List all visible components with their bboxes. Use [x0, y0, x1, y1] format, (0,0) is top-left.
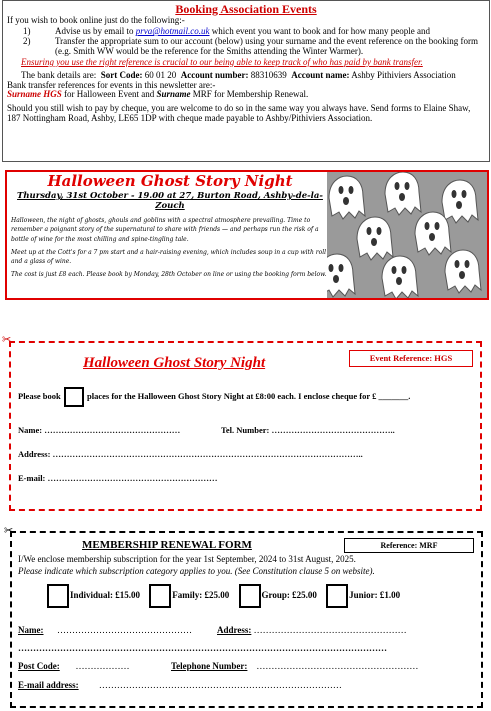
event-title: Halloween Ghost Story Night	[47, 172, 293, 190]
address-dots: ……………………………………………	[253, 625, 407, 635]
places-row	[18, 387, 410, 407]
telephone-field[interactable]	[171, 661, 418, 671]
event-description: Halloween, the night of ghosts, ghouls and goblins with a spectral atmosphere prevailing. Time to remember a poignant story of the supernatural to share with friends — and perhaps run the risk of a bottle of wine for the most chilling and spine-tingling tale.	[11, 217, 319, 243]
booking-section	[2, 0, 490, 162]
address-field[interactable]	[217, 625, 407, 635]
email-field[interactable]: E-mail: ……………………………………………………	[18, 473, 218, 483]
subscription-options	[46, 584, 406, 608]
halloween-booking-form	[9, 341, 482, 511]
email-address-field[interactable]	[18, 680, 342, 690]
name-field[interactable]: Name: …………………………………………	[18, 425, 181, 435]
places-checkbox[interactable]	[64, 387, 84, 407]
event-subtitle: Thursday, 31st October - 19.00 at 27, Burton Road, Ashby-de-la-Zouch	[17, 191, 323, 211]
name-field[interactable]	[18, 625, 192, 635]
postcode-label: Post Code:	[18, 661, 60, 671]
membership-title: MEMBERSHIP RENEWAL FORM	[82, 539, 252, 551]
event-text	[11, 172, 329, 284]
scissors-icon: ✂	[4, 525, 14, 537]
option-family[interactable]	[148, 590, 229, 600]
membership-form	[10, 531, 483, 708]
option-junior[interactable]	[325, 590, 400, 600]
email-link[interactable]: prva@hotmail.co.uk	[135, 26, 210, 37]
ref-surname: Surname	[156, 89, 191, 100]
tel-field[interactable]: Tel. Number: ……………………………………..	[221, 425, 395, 435]
ref-hgs: Surname HGS	[7, 89, 62, 100]
address-label: Address:	[217, 625, 252, 635]
telephone-dots: ………………………………………………	[256, 661, 419, 671]
sort-code-label: Sort Code:	[100, 69, 143, 80]
option-label: Junior: £1.00	[349, 590, 401, 601]
event-details: Meet up at the Cott's for a 7 pm start and a hair-raising evening, which includes soup in a cup with roll and a glass of wine.	[11, 248, 327, 266]
booking-step-2	[23, 35, 485, 57]
book-label: Please book	[18, 390, 61, 401]
email-label: E-mail address:	[18, 680, 79, 690]
email-dots: ………………………………………………………………………	[98, 680, 342, 690]
option-individual[interactable]	[46, 590, 140, 600]
membership-reference-box: Reference: MRF	[344, 538, 474, 553]
step-text: Transfer the appropriate sum to our account (below) using your surname and the event reference on the booking form (e.g. Smith WW would be the reference for the Smiths attending the Winter Warmer).	[55, 35, 479, 56]
option-label: Individual: £15.00	[70, 590, 141, 601]
checkbox[interactable]	[47, 584, 69, 608]
name-dots: ………………………………………	[57, 625, 192, 635]
booking-steps	[7, 27, 485, 57]
option-group[interactable]	[238, 590, 317, 600]
account-number-label: Account number:	[180, 69, 249, 80]
ref-text: for Halloween Event and	[64, 89, 155, 100]
account-number: 88310639	[250, 69, 287, 80]
step-text: which event you want to book and for how many people and	[211, 26, 430, 37]
form-title: Halloween Ghost Story Night	[83, 355, 266, 371]
book-text: places for the Halloween Ghost Story Night at £8:00 each. I enclose cheque for £ _______.	[87, 390, 411, 401]
membership-line-2: Please indicate which subscription category applies to you. (See Constitution clause 5 on website).	[18, 566, 375, 576]
booking-title: Booking Association Events	[175, 2, 317, 16]
option-label: Group: £25.00	[261, 590, 317, 601]
reference-warning: Ensuring you use the right reference is crucial to our being able to keep track of who has paid by bank transfer.	[21, 56, 423, 67]
address-line-2[interactable]: ……………………………………………………………………………………………………………	[18, 643, 387, 653]
step-number: 2)	[23, 35, 31, 46]
step-number: 1)	[23, 26, 31, 37]
event-cost: The cost is just £8 each. Please book by Monday, 28th October on line or using the booking form below.	[11, 271, 327, 279]
telephone-label: Telephone Number:	[171, 661, 248, 671]
ref-examples	[7, 90, 485, 100]
address-field[interactable]: Address: ………………………………………………………………………………………………..	[18, 449, 363, 459]
checkbox[interactable]	[239, 584, 261, 608]
bank-label: The bank details are:	[21, 69, 97, 80]
postcode-dots: ………………	[75, 661, 130, 671]
refs-line: Bank transfer references for events in this newsletter are:-	[7, 79, 216, 90]
checkbox[interactable]	[326, 584, 348, 608]
name-label: Name:	[18, 625, 44, 635]
cheque-paragraph: Should you still wish to pay by cheque, you are welcome to do so in the same way you always have. Send forms to Elaine Shaw, 187 Nottingham Road, Ashby, LE65 1DP with cheque made payable to Ashby/Pithiviers Association.	[7, 103, 471, 124]
scissors-icon: ✂	[2, 334, 12, 346]
event-reference-box: Event Reference: HGS	[349, 350, 473, 367]
postcode-field[interactable]	[18, 661, 130, 671]
checkbox[interactable]	[149, 584, 171, 608]
event-box	[5, 170, 489, 300]
sort-code: 60 01 20	[144, 69, 177, 80]
account-name: Ashby Pithiviers Association	[351, 69, 456, 80]
ghosts-image	[327, 172, 487, 298]
ref-mrf: MRF for Membership Renewal.	[192, 89, 309, 100]
booking-intro: If you wish to book online just do the following:-	[7, 15, 185, 26]
step-text: Advise us by email to	[55, 26, 134, 37]
option-label: Family: £25.00	[172, 590, 230, 601]
account-name-label: Account name:	[291, 69, 350, 80]
membership-line-1: I/We enclose membership subscription for the year 1st September, 2024 to 31st August, 2025.	[18, 554, 356, 564]
